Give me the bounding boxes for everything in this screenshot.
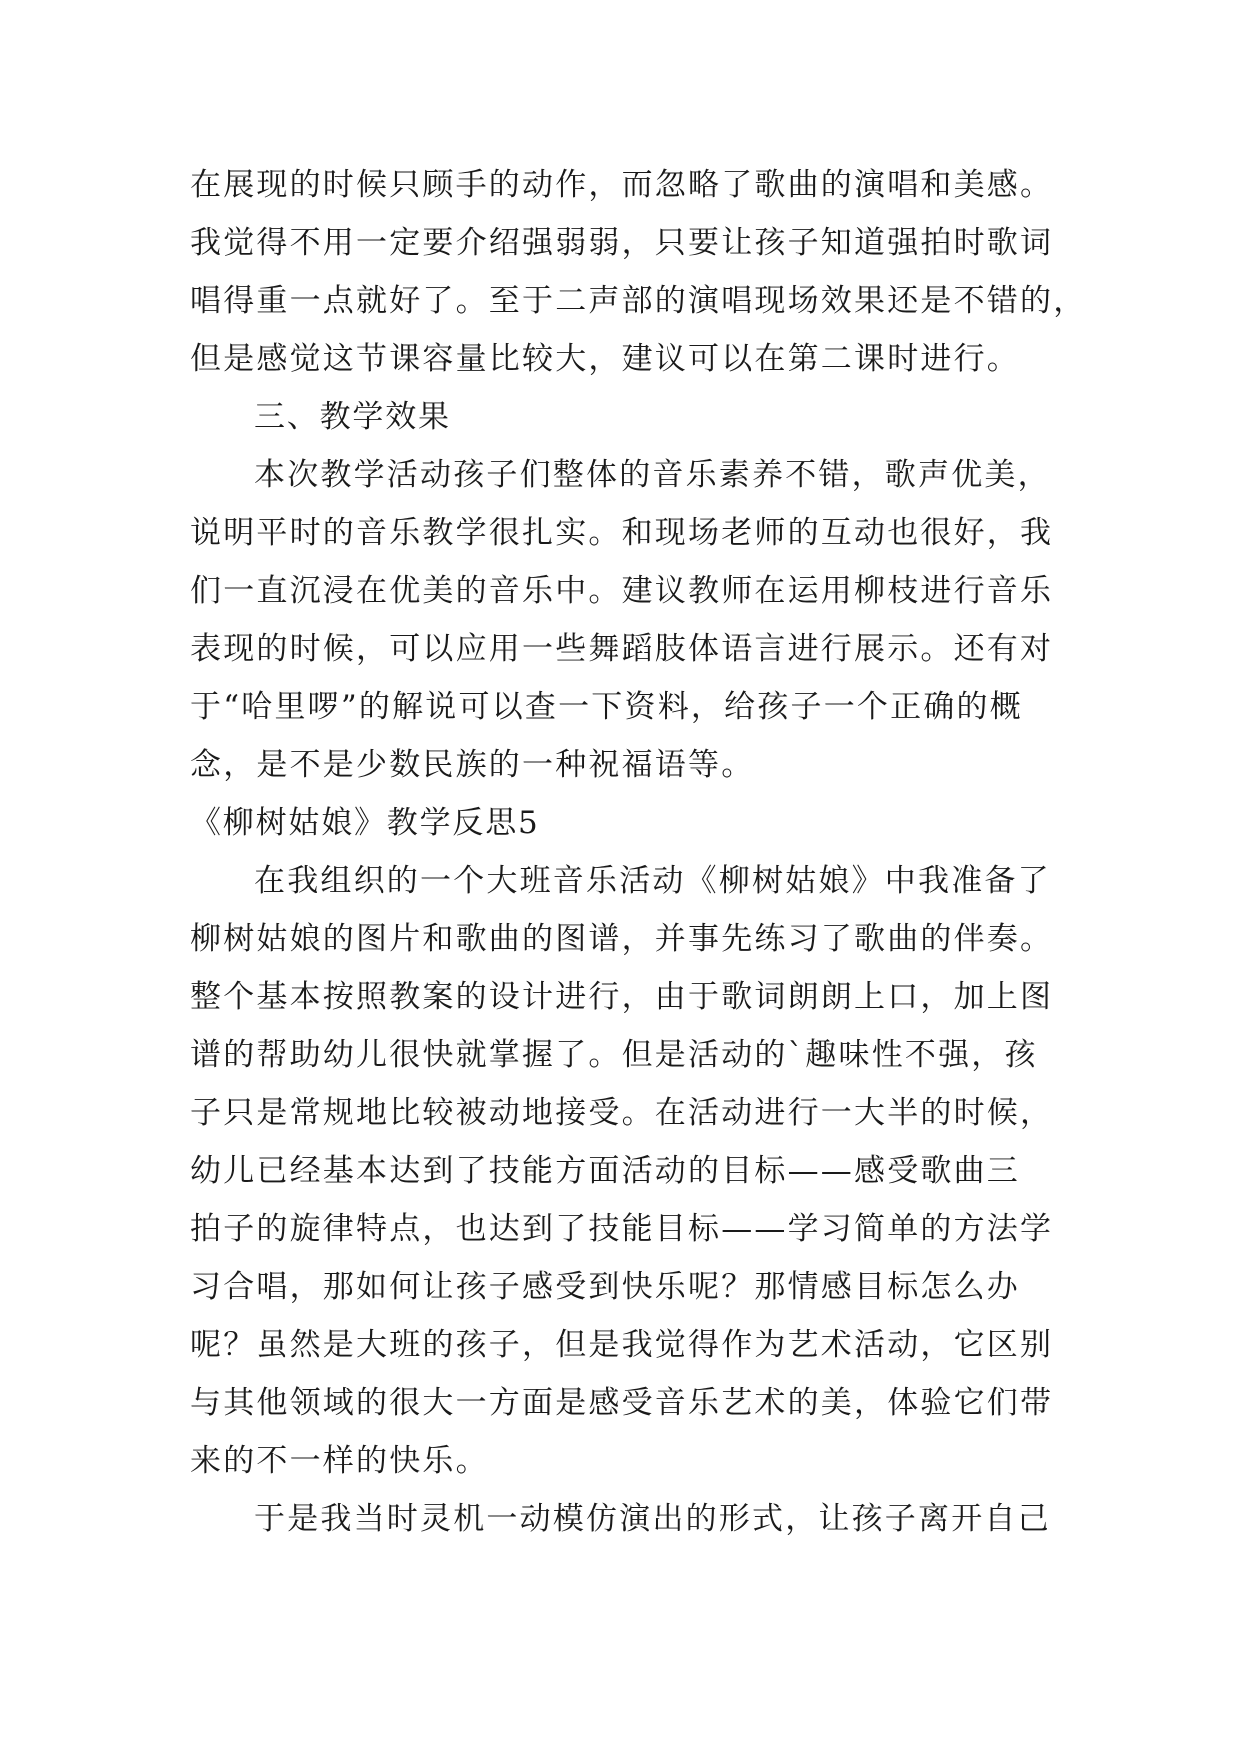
body-text-line: 在我组织的一个大班音乐活动《柳树姑娘》中我准备了 <box>254 863 1051 899</box>
body-text-line: 呢？虽然是大班的孩子，但是我觉得作为艺术活动，它区别 <box>190 1327 1054 1363</box>
body-text-line: 我觉得不用一定要介绍强弱弱，只要让孩子知道强拍时歌词 <box>190 225 1054 261</box>
body-text-line: 在展现的时候只顾手的动作，而忽略了歌曲的演唱和美感。 <box>190 167 1054 203</box>
body-text-line: 唱得重一点就好了。至于二声部的演唱现场效果还是不错的， <box>190 283 1087 319</box>
article-title: 《柳树姑娘》教学反思5 <box>190 805 540 841</box>
section-heading: 三、教学效果 <box>254 399 451 435</box>
body-text-line: 习合唱，那如何让孩子感受到快乐呢？那情感目标怎么办 <box>190 1269 1020 1305</box>
body-text-line: 本次教学活动孩子们整体的音乐素养不错，歌声优美， <box>254 457 1051 493</box>
body-text-line: 幼儿已经基本达到了技能方面活动的目标——感受歌曲三 <box>190 1153 1020 1189</box>
body-text-line: 于“哈里啰”的解说可以查一下资料，给孩子一个正确的概 <box>190 689 1023 725</box>
body-text-line: 们一直沉浸在优美的音乐中。建议教师在运用柳枝进行音乐 <box>190 573 1054 609</box>
body-text-line: 说明平时的音乐教学很扎实。和现场老师的互动也很好，我 <box>190 515 1054 551</box>
body-text-line: 柳树姑娘的图片和歌曲的图谱，并事先练习了歌曲的伴奏。 <box>190 921 1054 957</box>
body-text-line: 谱的帮助幼儿很快就掌握了。但是活动的`趣味性不强，孩 <box>190 1037 1038 1073</box>
body-text-line: 与其他领域的很大一方面是感受音乐艺术的美，体验它们带 <box>190 1385 1054 1421</box>
body-text-line: 但是感觉这节课容量比较大，建议可以在第二课时进行。 <box>190 341 1020 377</box>
body-text-line: 来的不一样的快乐。 <box>190 1443 489 1479</box>
body-text-line: 拍子的旋律特点，也达到了技能目标——学习简单的方法学 <box>190 1211 1054 1247</box>
body-text-line: 于是我当时灵机一动模仿演出的形式，让孩子离开自己 <box>254 1501 1051 1537</box>
body-text-line: 整个基本按照教案的设计进行，由于歌词朗朗上口，加上图 <box>190 979 1054 1015</box>
body-text-line: 念，是不是少数民族的一种祝福语等。 <box>190 747 755 783</box>
body-text-line: 子只是常规地比较被动地接受。在活动进行一大半的时候， <box>190 1095 1054 1131</box>
body-text-line: 表现的时候，可以应用一些舞蹈肢体语言进行展示。还有对 <box>190 631 1054 667</box>
